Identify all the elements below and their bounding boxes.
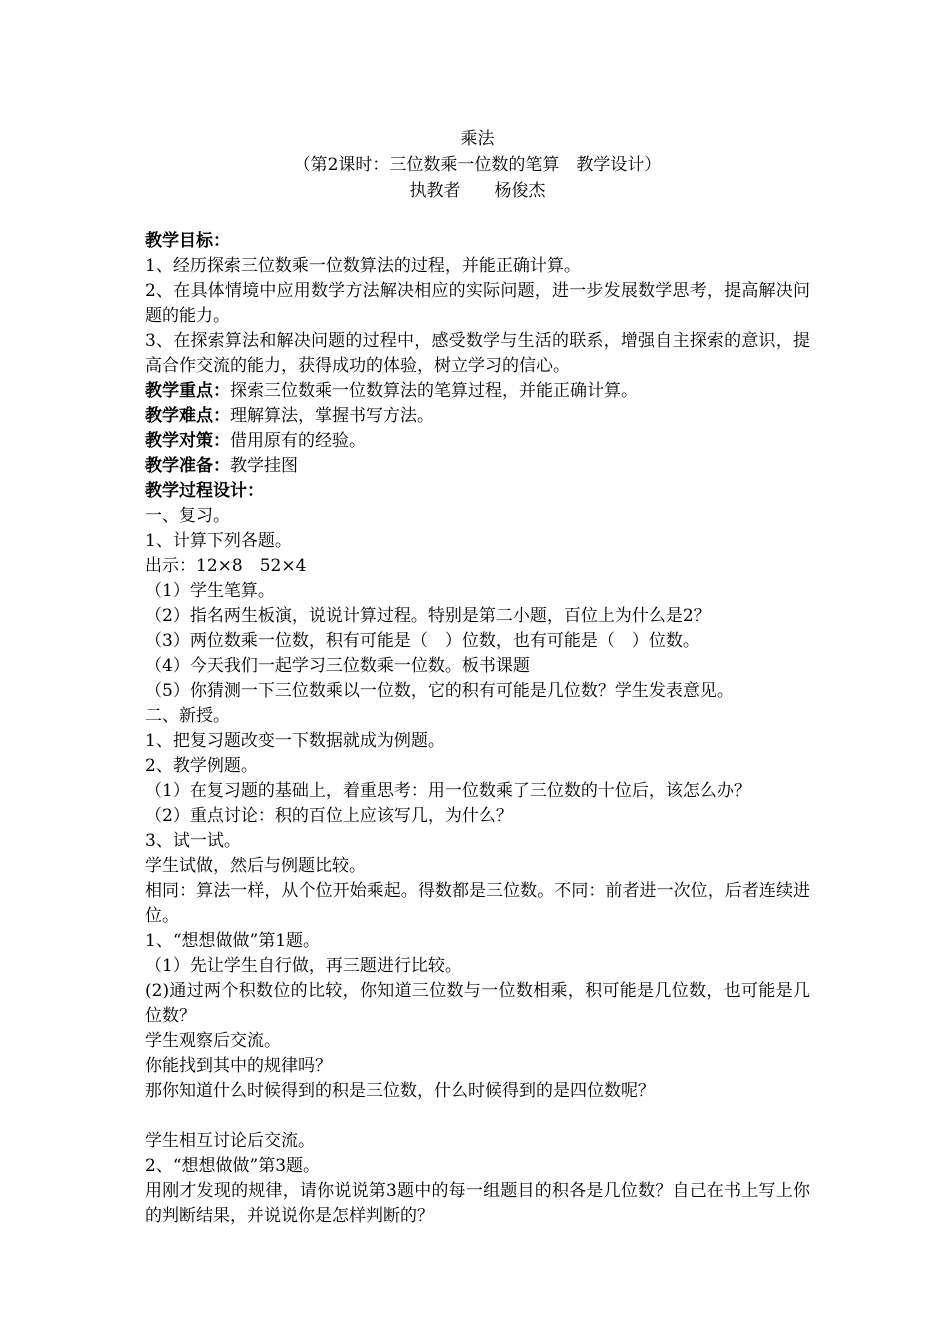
goals-heading: 教学目标： xyxy=(145,231,230,251)
doc-author: 执教者 杨俊杰 xyxy=(409,181,546,201)
body-line: 学生试做，然后与例题比较。 xyxy=(145,856,366,876)
process-body xyxy=(145,504,810,1229)
body-line: （1）在复习题的基础上，着重思考：用一位数乘了三位数的十位后，该怎么办？ xyxy=(145,781,751,801)
body-line: （4）今天我们一起学习三位数乘一位数。板书课题 xyxy=(145,656,530,676)
body-line: 1、“想想做做”第1题。 xyxy=(145,931,321,951)
key-point: 教学重点：探索三位数乘一位数算法的笔算过程，并能正确计算。 xyxy=(145,381,638,401)
goal-item: 2、在具体情境中应用数学方法解决相应的实际问题，进一步发展数学思考，提高解决问题的能力。 xyxy=(145,281,810,326)
preparation: 教学准备：教学挂图 xyxy=(145,456,298,476)
body-line: (2)通过两个积数位的比较，你知道三位数与一位数相乘，积可能是几位数，也可能是几位数？ xyxy=(145,981,810,1026)
blank-line xyxy=(145,1104,810,1129)
body-line: 学生观察后交流。 xyxy=(145,1031,281,1051)
goal-item: 1、经历探索三位数乘一位数算法的过程，并能正确计算。 xyxy=(145,256,581,276)
goal-item: 3、在探索算法和解决问题的过程中，感受数学与生活的联系，增强自主探索的意识，提高合作交流的能力，获得成功的体验，树立学习的信心。 xyxy=(145,331,810,376)
doc-title: 乘法 xyxy=(460,129,495,149)
difficult-point: 教学难点：理解算法，掌握书写方法。 xyxy=(145,406,434,426)
strategy: 教学对策：借用原有的经验。 xyxy=(145,431,366,451)
body-line: （1）先让学生自行做，再三题进行比较。 xyxy=(145,956,462,976)
body-line: 相同：算法一样，从个位开始乘起。得数都是三位数。不同：前者进一次位，后者连续进位。 xyxy=(145,881,810,926)
body-line: （3）两位数乘一位数，积有可能是（ ）位数，也有可能是（ ）位数。 xyxy=(145,631,700,651)
body-line: 学生相互讨论后交流。 xyxy=(145,1131,315,1151)
body-line: 出示：12×8 52×4 xyxy=(145,556,307,576)
body-line: 那你知道什么时候得到的积是三位数，什么时候得到的是四位数呢？ xyxy=(145,1081,655,1101)
body-line: （5）你猜测一下三位数乘以一位数，它的积有可能是几位数？学生发表意见。 xyxy=(145,681,734,701)
doc-subtitle: （第2课时：三位数乘一位数的笔算 教学设计） xyxy=(293,155,662,175)
body-line: 用刚才发现的规律，请你说说第3题中的每一组题目的积各是几位数？自己在书上写上你的判断结果，并说说你是怎样判断的？ xyxy=(145,1181,810,1226)
process-heading: 教学过程设计： xyxy=(145,481,264,501)
body-line: 你能找到其中的规律吗？ xyxy=(145,1056,332,1076)
body-line: 二、新授。 xyxy=(145,706,230,726)
body-line: （1）学生笔算。 xyxy=(145,581,275,601)
body-line: 1、把复习题改变一下数据就成为例题。 xyxy=(145,731,445,751)
body-line: 3、试一试。 xyxy=(145,831,241,851)
body-line: 2、教学例题。 xyxy=(145,756,258,776)
body-line: （2）重点讨论：积的百位上应该写几，为什么？ xyxy=(145,806,513,826)
body-line: （2）指名两生板演，说说计算过程。特别是第二小题，百位上为什么是2？ xyxy=(145,606,711,626)
document-page xyxy=(145,126,810,1229)
body-line: 1、计算下列各题。 xyxy=(145,531,292,551)
body-line: 2、“想想做做”第3题。 xyxy=(145,1156,321,1176)
body-line: 一、复习。 xyxy=(145,506,230,526)
